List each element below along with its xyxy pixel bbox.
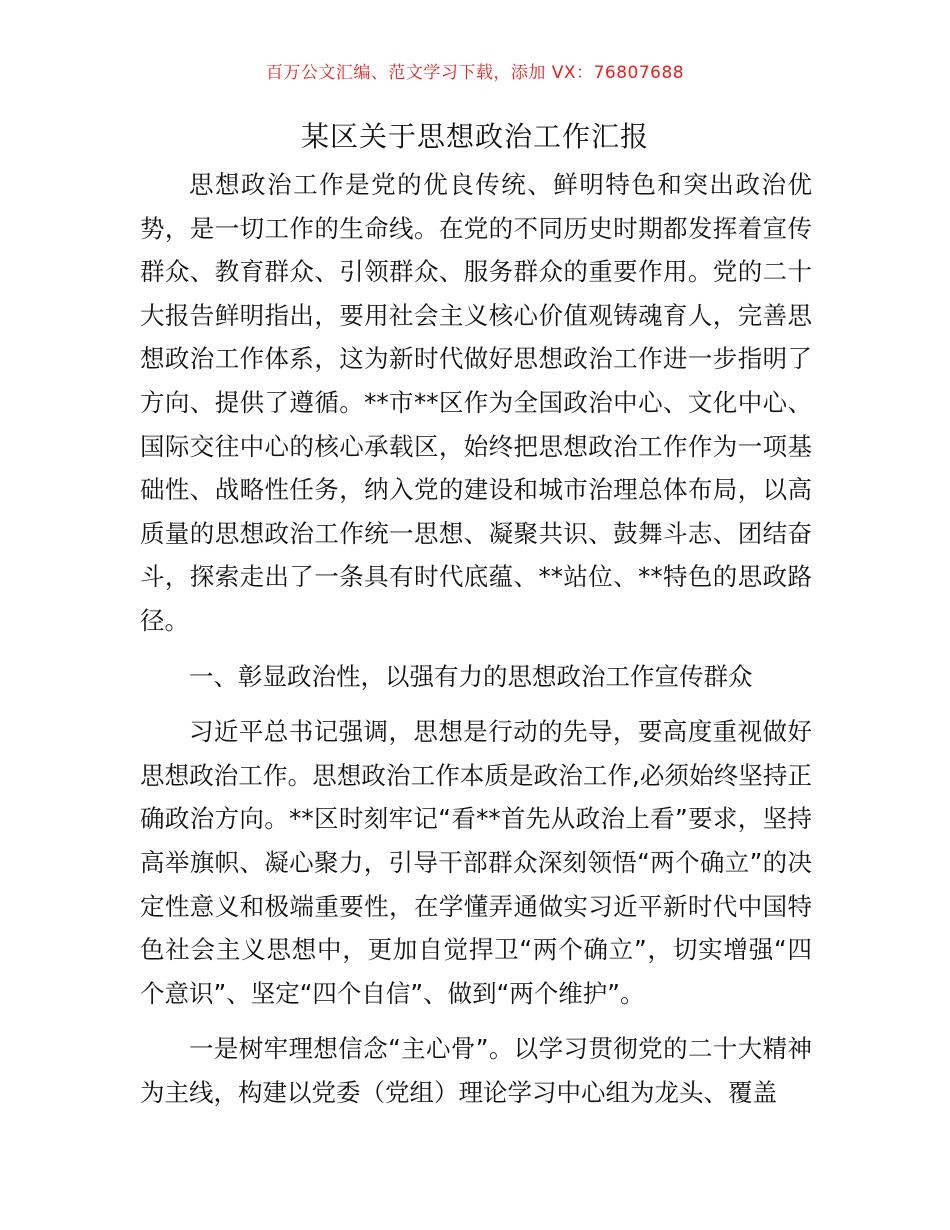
intro-paragraph: 思想政治工作是党的优良传统、鲜明特色和突出政治优势，是一切工作的生命线。在党的不同历史时期都发挥着宣传群众、教育群众、引领群众、服务群众的重要作用。党的二十大报告鲜明指出，要用社会主义核心价值观铸魂育人，完善思想政治工作体系，这为新时代做好思想政治工作进一步指明了方向、提供了遵循。**市**区作为全国政治中心、文化中心、国际交往中心的核心承载区，始终把思想政治工作作为一项基础性、战略性任务，纳入党的建设和城市治理总体布局，以高质量的思想政治工作统一思想、凝聚共识、鼓舞斗志、团结奋斗，探索走出了一条具有时代底蕴、**站位、**特色的思政路径。 bbox=[140, 170, 812, 635]
document-title: 某区关于思想政治工作汇报 bbox=[300, 120, 649, 153]
section-paragraph: 习近平总书记强调，思想是行动的先导，要高度重视做好思想政治工作。思想政治工作本质是政治工作,必须始终坚持正确政治方向。**区时刻牢记“看**首先从政治上看”要求，坚持高举旗帜、凝心聚力，引导干部群众深刻领悟“两个确立”的决定性意义和极端重要性，在学懂弄通做实习近平新时代中国特色社会主义思想中，更加自觉捍卫“两个确立”，切实增强“四个意识”、坚定“四个自信”、做到“两个维护”。 bbox=[140, 717, 812, 1008]
point-paragraph: 一是树牢理想信念“主心骨”。以学习贯彻党的二十大精神为主线，构建以党委（党组）理论学习中心组为龙头、覆盖 bbox=[140, 1034, 812, 1107]
watermark-banner: 百万公文汇编、范文学习下载，添加 VX：76807688 bbox=[265, 63, 685, 83]
section-heading: 一、彰显政治性，以强有力的思想政治工作宣传群众 bbox=[189, 661, 753, 691]
document-body bbox=[140, 163, 812, 1126]
